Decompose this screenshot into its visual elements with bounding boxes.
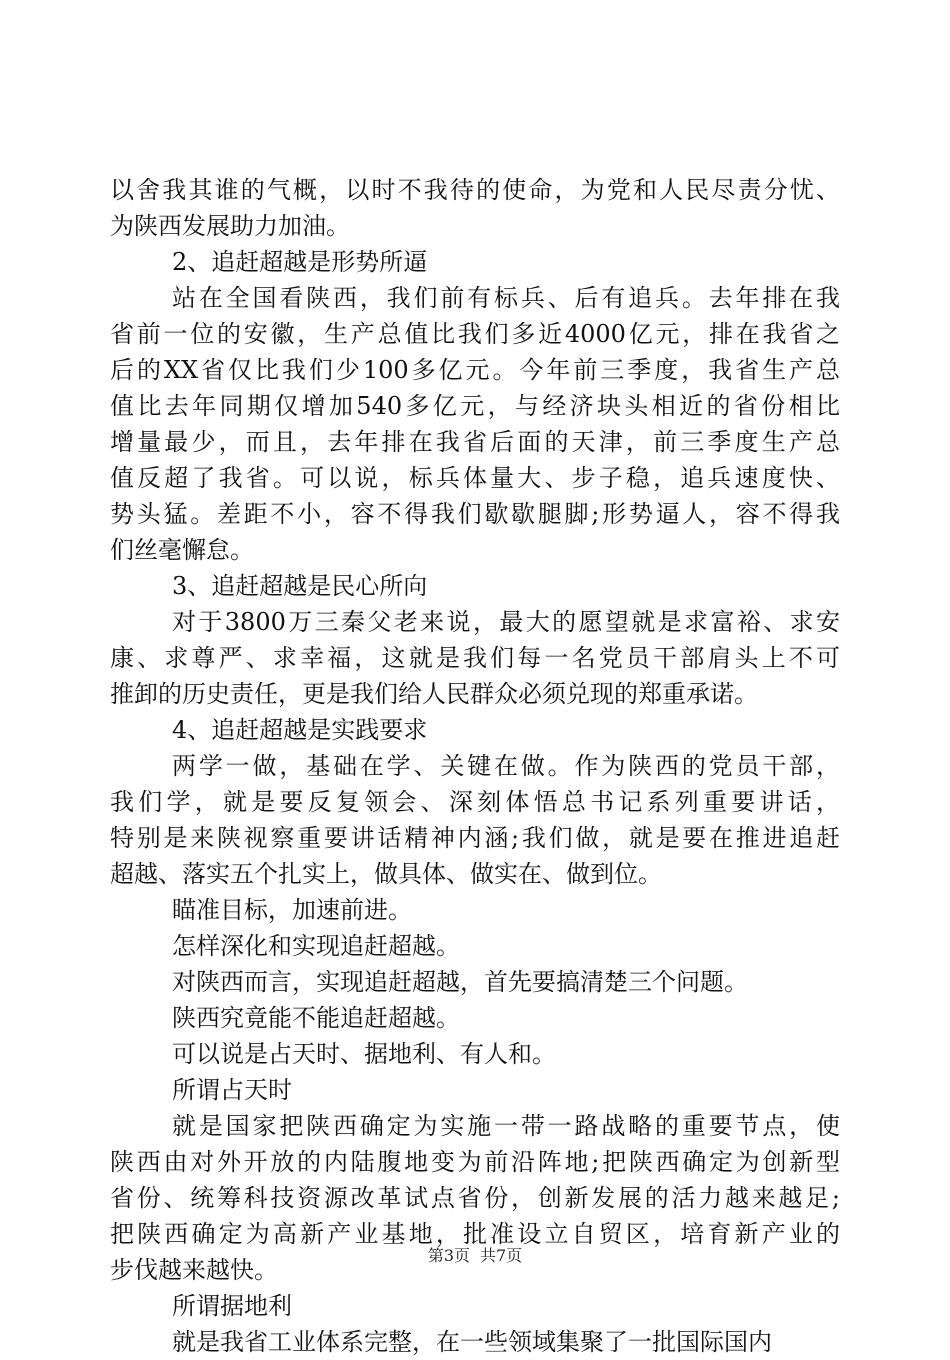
text-line: 为陕西发展助力加油。 — [110, 212, 350, 240]
text-line: 3、追赶超越是民心所向 — [172, 572, 428, 600]
text-line: 值比去年同期仅增加540多亿元，与经济块头相近的省份相比 — [110, 392, 840, 420]
page-footer — [0, 1243, 950, 1266]
text-line: 4、追赶超越是实践要求 — [172, 716, 428, 744]
text-line: 2、追赶超越是形势所逼 — [172, 248, 428, 276]
text-line: 陕西由对外开放的内陆腹地变为前沿阵地;把陕西确定为创新型 — [110, 1148, 840, 1176]
text-line: 就是我省工业体系完整，在一些领域集聚了一批国际国内 — [172, 1328, 772, 1356]
text-line: 对于3800万三秦父老来说，最大的愿望就是求富裕、求安 — [172, 608, 840, 636]
text-line: 省前一位的安徽，生产总值比我们多近4000亿元，排在我省之 — [110, 320, 840, 348]
text-line: 站在全国看陕西，我们前有标兵、后有追兵。去年排在我 — [172, 284, 840, 312]
text-line: 势头猛。差距不小，容不得我们歇歇腿脚;形势逼人，容不得我 — [110, 500, 840, 528]
text-line: 所谓据地利 — [172, 1292, 292, 1320]
text-line: 们丝毫懈怠。 — [110, 536, 254, 564]
page-number: 第3页 — [427, 1246, 470, 1265]
text-line: 陕西究竟能不能追赶超越。 — [172, 1004, 460, 1032]
text-line: 增量最少，而且，去年排在我省后面的天津，前三季度生产总 — [110, 428, 840, 456]
text-line: 以舍我其谁的气概，以时不我待的使命，为党和人民尽责分忧、 — [110, 176, 840, 204]
text-line: 省份、统筹科技资源改革试点省份，创新发展的活力越来越足; — [110, 1184, 840, 1212]
text-line: 我们学，就是要反复领会、深刻体悟总书记系列重要讲话， — [110, 788, 840, 816]
text-line: 所谓占天时 — [172, 1076, 292, 1104]
text-line: 超越、落实五个扎实上，做具体、做实在、做到位。 — [110, 860, 662, 888]
document-body — [110, 172, 840, 1360]
text-line: 把陕西确定为高新产业基地，批准设立自贸区，培育新产业的 — [110, 1220, 840, 1248]
text-line: 值反超了我省。可以说，标兵体量大、步子稳，追兵速度快、 — [110, 464, 840, 492]
text-line: 特别是来陕视察重要讲话精神内涵;我们做，就是要在推进追赶 — [110, 824, 840, 852]
page-total: 共7页 — [480, 1246, 523, 1265]
text-line: 怎样深化和实现追赶超越。 — [172, 932, 460, 960]
text-line: 瞄准目标，加速前进。 — [172, 896, 412, 924]
text-line: 步伐越来越快。 — [110, 1256, 278, 1284]
text-line: 康、求尊严、求幸福，这就是我们每一名党员干部肩头上不可 — [110, 644, 840, 672]
text-line: 对陕西而言，实现追赶超越，首先要搞清楚三个问题。 — [172, 968, 748, 996]
text-line: 可以说是占天时、据地利、有人和。 — [172, 1040, 556, 1068]
text-line: 两学一做，基础在学、关键在做。作为陕西的党员干部， — [172, 752, 840, 780]
text-line: 推卸的历史责任，更是我们给人民群众必须兑现的郑重承诺。 — [110, 680, 758, 708]
text-line: 就是国家把陕西确定为实施一带一路战略的重要节点，使 — [172, 1112, 840, 1140]
text-line: 后的XX省仅比我们少100多亿元。今年前三季度，我省生产总 — [110, 356, 840, 384]
